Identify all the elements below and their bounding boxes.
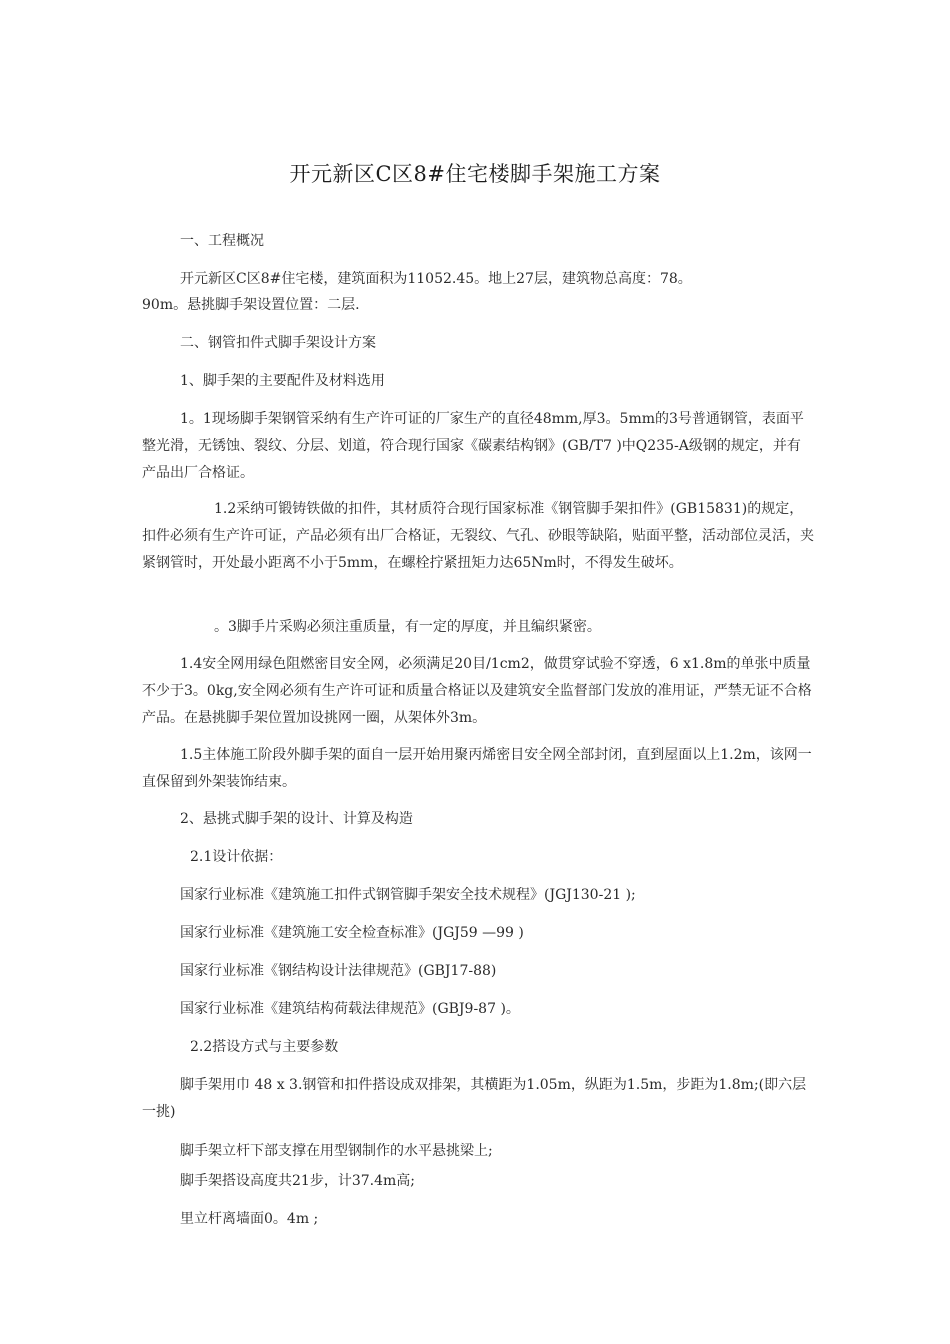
section-1-heading: 一、工程概况 xyxy=(180,233,264,249)
section-1-body-line-2: 90m。悬挑脚手架设置位置：二层. xyxy=(142,297,360,313)
standard-item-2: 国家行业标准《建筑施工安全检查标准》(JGJ59 —99 ) xyxy=(180,925,524,941)
standard-item-4: 国家行业标准《建筑结构荷载法律规范》(GBJ9-87 )。 xyxy=(180,1001,520,1017)
setup-params-line-1: 脚手架立杆下部支撑在用型钢制作的水平悬挑梁上; xyxy=(180,1143,493,1159)
section-2-heading: 二、钢管扣件式脚手架设计方案 xyxy=(180,335,376,351)
subsection-2-heading: 2、悬挑式脚手架的设计、计算及构造 xyxy=(180,811,413,827)
standard-item-3: 国家行业标准《钢结构设计法律规范》(GBJ17-88) xyxy=(180,963,497,979)
section-1-body-line-1: 开元新区C区8#住宅楼，建筑面积为11052.45。地上27层，建筑物总高度：78。 xyxy=(180,271,692,287)
standard-item-1: 国家行业标准《建筑施工扣件式钢管脚手架安全技术规程》(JGJ130-21 ); xyxy=(180,887,636,903)
paragraph-1-3: 。3脚手片采购必须注重质量，有一定的厚度，并且编织紧密。 xyxy=(214,619,601,635)
paragraph-1-1: 1。1现场脚手架钢管采纳有生产许可证的厂家生产的直径48mm,厚3。5mm的3号普通钢管，表面平整光滑，无锈蚀、裂纹、分层、划道，符合现行国家《碳素结构钢》(GB/T7 )中Q235-A级钢的规定，并有产品出厂合格证。 xyxy=(142,411,804,481)
subsection-1-heading: 1、脚手架的主要配件及材料选用 xyxy=(180,373,385,389)
setup-params-body: 脚手架用巾 48 x 3.钢管和扣件搭设成双排架，其横距为1.05m，纵距为1.5m，步距为1.8m;(即六层一挑) xyxy=(142,1077,807,1120)
design-basis-heading: 2.1设计依据： xyxy=(190,849,283,865)
paragraph-1-4: 1.4安全网用绿色阻燃密目安全网，必须满足20目/1cm2，做贯穿试验不穿透，6 x1.8m的单张中质量不少于3。0kg,安全网必须有生产许可证和质量合格证以及建筑安全监督部门发放的准用证，严禁无证不合格产品。在悬挑脚手架位置加设挑网一圈，从架体外3m。 xyxy=(142,656,812,726)
setup-params-line-2: 脚手架搭设高度共21步，计37.4m高; xyxy=(180,1173,415,1189)
paragraph-1-5: 1.5主体施工阶段外脚手架的面自一层开始用聚丙烯密目安全网全部封闭，直到屋面以上1.2m，该网一直保留到外架装饰结束。 xyxy=(142,747,812,790)
setup-params-line-3: 里立杆离墙面0。4m ; xyxy=(180,1211,319,1227)
page-title: 开元新区C区8#住宅楼脚手架施工方案 xyxy=(289,162,661,186)
paragraph-1-2: 1.2采纳可锻铸铁做的扣件，其材质符合现行国家标准《钢管脚手架扣件》(GB15831)的规定，扣件必须有生产许可证，产品必须有出厂合格证，无裂纹、气孔、砂眼等缺陷，贴面平整，活动部位灵活，夹紧钢管时，开处最小距离不小于5mm，在螺栓拧紧扭矩力达65Nm时，不得发生破坏。 xyxy=(142,501,814,571)
setup-params-heading: 2.2搭设方式与主要参数 xyxy=(190,1039,339,1055)
